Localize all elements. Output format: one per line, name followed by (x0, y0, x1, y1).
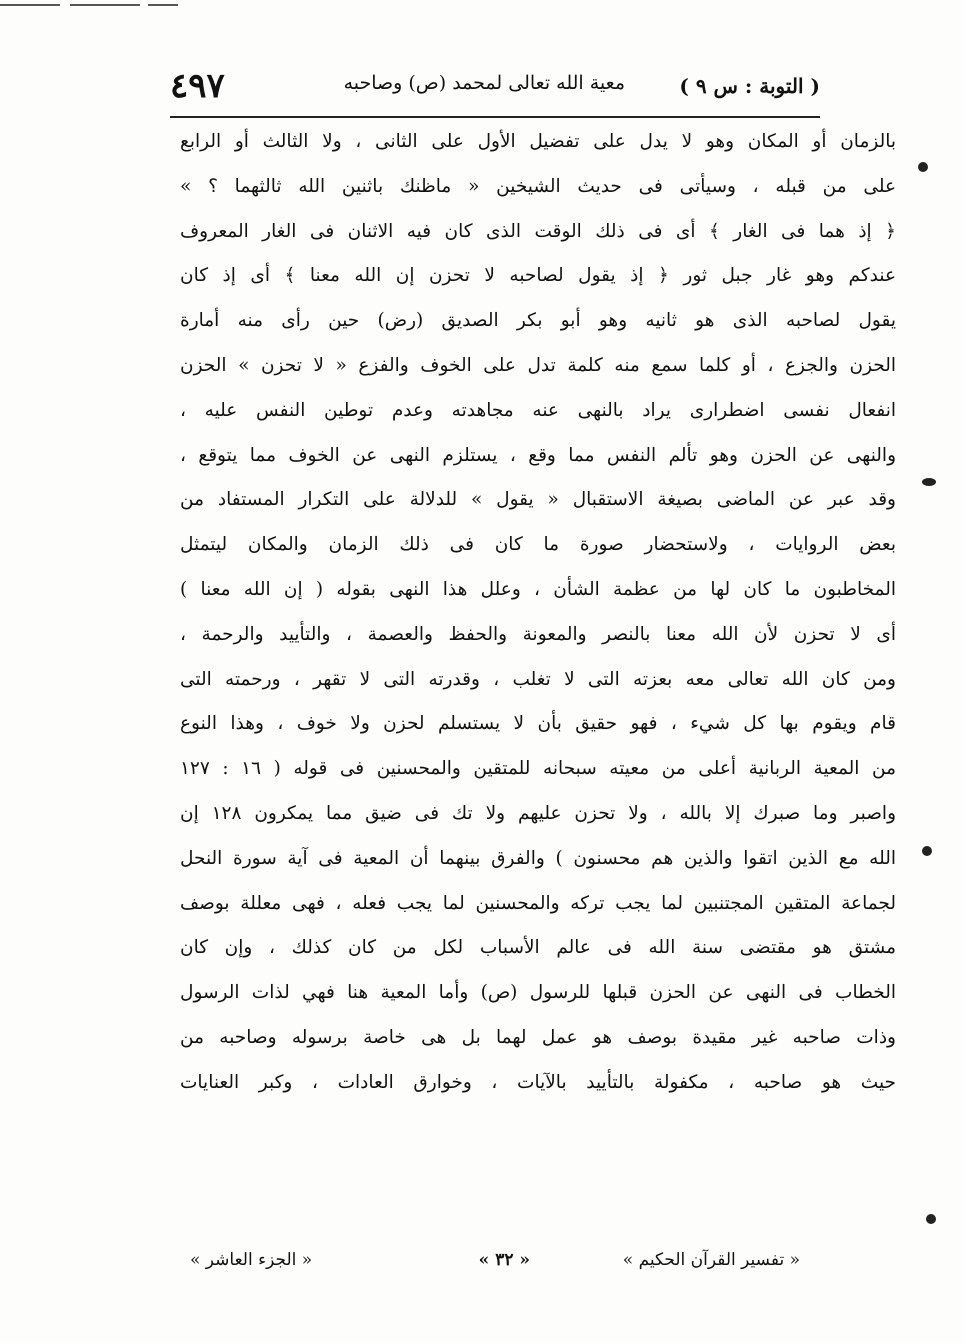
ink-spot (926, 1214, 936, 1224)
footer-page-number: « ٣٢ » (478, 1250, 530, 1270)
text-line: لجماعة المتقين المجتنبين لما يجب تركه والمحسنين لما يجب فعله ، فهى معللة بوصف (180, 892, 896, 914)
page-number: ٤٩٧ (170, 66, 225, 106)
page-footer (190, 1250, 800, 1282)
text-line: ومن كان الله تعالى معه بعزته التى لا تغلب ، وقدرته التى لا تقهر ، ورحمته التى (180, 668, 896, 690)
scan-artifact (0, 4, 60, 6)
page-title: معية الله تعالى لمحمد (ص) وصاحبه (343, 72, 625, 94)
surah-reference: ( التوبة : س ٩ ) (679, 74, 820, 98)
scan-artifact (148, 4, 178, 6)
text-line: الخطاب فى النهى عن الحزن قبلها للرسول (ص) وأما المعية هنا فهي لذات الرسول (180, 982, 896, 1004)
header-divider (170, 116, 820, 118)
text-line: عندكم وهو غار جبل ثور ﴿ إذ يقول لصاحبه لا تحزن إن الله معنا ﴾ أى إذ كان (180, 265, 896, 287)
text-line: أى لا تحزن لأن الله معنا بالنصر والمعونة والحفظ والعصمة ، والتأييد والرحمة ، (180, 623, 896, 645)
text-line: والنهى عن الحزن وهو تألم النفس مما وقع ، يستلزم النهى عن الخوف مما يتوقع ، (180, 444, 896, 466)
text-line: مشتق هو مقتضى سنة الله فى عالم الأسباب لكل من كان كذلك ، وإن كان (180, 937, 896, 959)
footer-book-title: « تفسير القرآن الحكيم » (622, 1250, 800, 1270)
text-line: ﴿ إذ هما فى الغار ﴾ أى فى ذلك الوقت الذى كان فيه الاثنان فى الغار المعروف (180, 220, 896, 242)
body-text (180, 120, 896, 1106)
scan-artifact (70, 4, 140, 6)
text-line: يقول لصاحبه الذى هو ثانيه وهو أبو بكر الصديق (رض) حين رأى منه أمارة (180, 310, 896, 332)
ink-spot (922, 846, 932, 856)
text-line: من المعية الربانية أعلى من معيته سبحانه للمتقين والمحسنين فى قوله ( ١٦ : ١٢٧ (180, 758, 896, 780)
ink-spot (922, 478, 936, 486)
text-line: وذات صاحبه غير مقيدة بوصف هو عمل لهما بل هى خاصة برسوله وصاحبه من (180, 1026, 896, 1048)
text-line: الحزن والجزع ، أو كلما سمع منه كلمة تدل على الخوف والفزع « لا تحزن » الحزن (180, 354, 896, 376)
text-line: حيث هو صاحبه ، مكفولة بالتأييد بالآيات ، وخوارق العادات ، وكبر العنايات (180, 1071, 896, 1093)
footer-part: « الجزء العاشر » (190, 1250, 313, 1270)
text-line: بعض الروايات ، ولاستحضار صورة ما كان فى ذلك الزمان والمكان ليتمثل (180, 534, 896, 556)
text-line: الله مع الذين اتقوا والذين هم محسنون ) والفرق بينهما أن المعية فى آية سورة النحل (180, 847, 896, 869)
text-line: على من قبله ، وسيأتى فى حديث الشيخين « ماظنك باثنين الله ثالثهما ؟ » (180, 175, 896, 197)
text-line: المخاطبون ما كان لها من عظمة الشأن ، وعلل هذا النهى بقوله ( إن الله معنا ) (180, 578, 896, 600)
text-line: وقد عبر عن الماضى بصيغة الاستقبال « يقول » للدلالة على التكرار المستفاد من (180, 489, 896, 511)
text-line: بالزمان أو المكان وهو لا يدل على تفضيل الأول على الثانى ، ولا الثالث أو الرابع (180, 131, 896, 152)
ink-spot (918, 162, 928, 172)
text-line: قام ويقوم بها كل شيء ، فهو حقيق بأن لا يستسلم لحزن ولا خوف ، وهذا النوع (180, 713, 896, 735)
text-line: واصبر وما صبرك إلا بالله ، ولا تحزن عليهم ولا تك فى ضيق مما يمكرون ١٢٨ إن (180, 802, 896, 824)
page-header (170, 66, 820, 110)
text-line: انفعال نفسى اضطرارى يراد بالنهى عنه مجاهدته وعدم توطين النفس عليه ، (180, 399, 896, 421)
